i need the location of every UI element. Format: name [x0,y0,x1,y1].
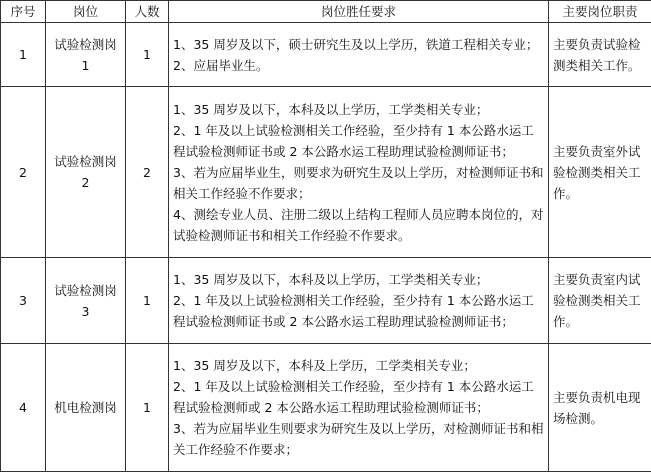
requirement-item: 1、35 周岁及以下，本科及以上学历，工学类相关专业； [173,269,544,290]
cell-post: 机电检测岗 [46,344,126,472]
requirement-item: 3、若为应届毕业生，则要求为研究生及以上学历，对检测师证书和相关工作经验不作要求； [173,162,544,204]
requirement-item: 2、1 年及以上试验检测相关工作经验，至少持有 1 本公路水运工程试验检测师或 2 本公路水运工程助理试验检测师证书； [173,376,544,418]
requirement-item: 1、35 周岁及以下，本科及上学历，工学类相关专业； [173,355,544,376]
header-requirements: 岗位胜任要求 [169,1,549,23]
cell-no: 4 [1,344,46,472]
cell-post: 试验检测岗 1 [46,23,126,87]
cell-no: 3 [1,258,46,344]
header-count: 人数 [126,1,169,23]
cell-duty: 主要负责室外试验检测类相关工作。 [549,87,651,258]
table-row [1,258,651,344]
cell-duty: 主要负责室内试验检测类相关工作。 [549,258,651,344]
cell-requirements [169,344,549,472]
cell-duty: 主要负责机电现场检测。 [549,344,651,472]
header-duty: 主要岗位职责 [549,1,651,23]
header-no: 序号 [1,1,46,23]
table-row [1,344,651,472]
requirement-item: 2、1 年及以上试验检测相关工作经验，至少持有 1 本公路水运工程试验检测师证书或 2 本公路水运工程助理试验检测师证书； [173,120,544,162]
requirement-item: 4、测绘专业人员、注册二级以上结构工程师人员应聘本岗位的，对试验检测师证书和相关工作经验不作要求。 [173,204,544,246]
cell-count: 1 [126,344,169,472]
requirement-item: 2、1 年及以上试验检测相关工作经验，至少持有 1 本公路水运工程试验检测师证书或 2 本公路水运工程助理试验检测师证书； [173,290,544,332]
table-row [1,87,651,258]
cell-post: 试验检测岗 3 [46,258,126,344]
cell-duty: 主要负责试验检测类相关工作。 [549,23,651,87]
header-row [1,1,651,23]
cell-post: 试验检测岗 2 [46,87,126,258]
cell-no: 1 [1,23,46,87]
requirement-item: 1、35 周岁及以下，硕士研究生及以上学历，铁道工程相关专业； [173,34,544,55]
header-post: 岗位 [46,1,126,23]
cell-no: 2 [1,87,46,258]
cell-count: 2 [126,87,169,258]
cell-requirements [169,23,549,87]
cell-count: 1 [126,23,169,87]
requirement-item: 3、若为应届毕业生则要求为研究生及以上学历，对检测师证书和相关工作经验不作要求； [173,418,544,460]
table-row [1,23,651,87]
cell-requirements [169,87,549,258]
cell-requirements [169,258,549,344]
requirement-item: 1、35 周岁及以下，本科及以上学历，工学类相关专业； [173,99,544,120]
cell-count: 1 [126,258,169,344]
requirement-item: 2、应届毕业生。 [173,55,544,76]
